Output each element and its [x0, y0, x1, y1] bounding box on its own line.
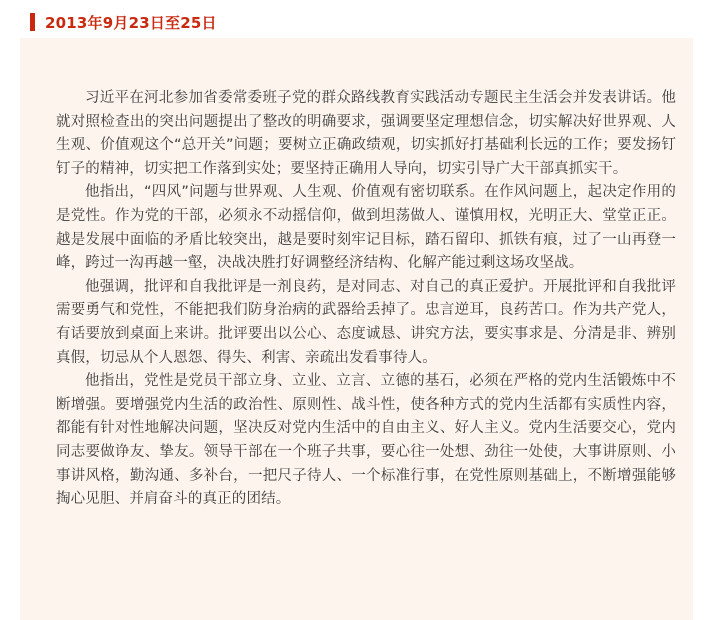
paragraph: 他指出，党性是党员干部立身、立业、立言、立德的基石，必须在严格的党内生活锻炼中不断增强。要增强党内生活的政治性、原则性、战斗性，使各种方式的党内生活都有实质性内容，都能有针对性地解决问题，坚决反对党内生活中的自由主义、好人主义。党内生活要交心，党内同志要做诤友、挚友。领导干部在一个班子共事，要心往一处想、劲往一处使，大事讲原则、小事讲风格，勤沟通、多补台，一把尺子待人、一个标准行事，在党性原则基础上，不断增强能够掏心见胆、并肩奋斗的真正的团结。 — [56, 373, 676, 508]
section-header — [30, 11, 217, 33]
paragraph: 他强调，批评和自我批评是一剂良药，是对同志、对自己的真正爱护。开展批评和自我批评需要勇气和党性，不能把我们防身治病的武器给丢掉了。忠言逆耳，良药苦口。作为共产党人，有话要放到桌面上来讲。批评要出以公心、态度诚恳、讲究方法，要实事求是、分清是非、辨别真假，切忌从个人恩怨、得失、利害、亲疏出发看事待人。 — [56, 278, 676, 366]
article-body — [56, 87, 676, 512]
paragraph: 习近平在河北参加省委常委班子党的群众路线教育实践活动专题民主生活会并发表讲话。他就对照检查出的突出问题提出了整改的明确要求，强调要坚定理想信念，切实解决好世界观、人生观、价值观这个“总开关”问题；要树立正确政绩观，切实抓好打基础利长远的工作；要发扬钉钉子的精神，切实把工作落到实处；要坚持正确用人导向，切实引导广大干部真抓实干。 — [56, 90, 676, 177]
paragraph: 他指出，“四风”问题与世界观、人生观、价值观有密切联系。在作风问题上，起决定作用的是党性。作为党的干部，必须永不动摇信仰，做到坦荡做人、谨慎用权，光明正大、堂堂正正。越是发展中面临的矛盾比较突出，越是要时刻牢记目标，踏石留印、抓铁有痕，过了一山再登一峰，跨过一沟再越一壑，决战决胜打好调整经济结构、化解产能过剩这场攻坚战。 — [56, 184, 676, 272]
accent-bar — [30, 13, 35, 31]
date-title: 2013年9月23日至25日 — [45, 13, 217, 32]
